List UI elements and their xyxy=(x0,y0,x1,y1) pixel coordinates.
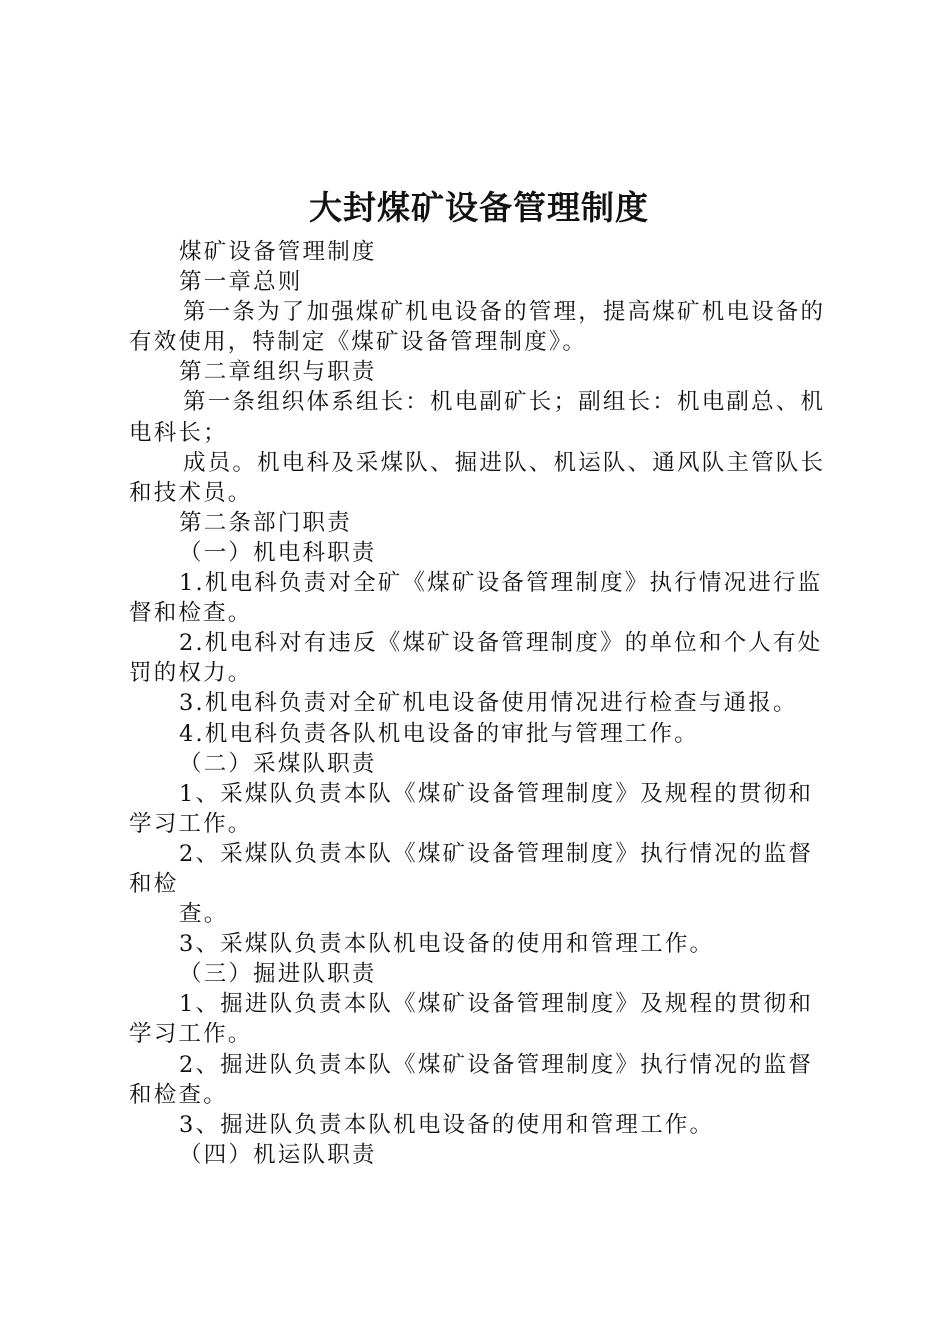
paragraph-subtitle: 煤矿设备管理制度 xyxy=(179,239,377,265)
list-item: 1.机电科负责对全矿《煤矿设备管理制度》执行情况进行监督和检查。 xyxy=(129,570,823,627)
chapter-heading-2: 第二章组织与职责 xyxy=(179,359,377,386)
paragraph-article-1: 第一条为了加强煤矿机电设备的管理，提高煤矿机电设备的有效使用，特制定《煤矿设备管理制度》。 xyxy=(129,299,826,356)
section-heading-1: （一）机电科职责 xyxy=(179,539,377,566)
list-item: 2、掘进队负责本队《煤矿设备管理制度》执行情况的监督和检查。 xyxy=(129,1051,814,1108)
list-item: 4.机电科负责各队机电设备的审批与管理工作。 xyxy=(179,720,699,747)
chapter-heading-1: 第一章总则 xyxy=(179,269,303,296)
paragraph-organization: 第一条组织体系组长：机电副矿长；副组长：机电副总、机电科长； xyxy=(129,389,826,446)
list-item: 2、采煤队负责本队《煤矿设备管理制度》执行情况的监督和检 xyxy=(129,840,814,897)
list-item: 3.机电科负责对全矿机电设备使用情况进行检查与通报。 xyxy=(179,690,798,717)
list-item: 2.机电科对有违反《煤矿设备管理制度》的单位和个人有处罚的权力。 xyxy=(129,630,823,687)
list-item-continuation: 查。 xyxy=(179,901,229,928)
paragraph-members: 成员。机电科及采煤队、掘进队、机运队、通风队主管队长和技术员。 xyxy=(129,449,826,506)
document-title: 大封煤矿设备管理制度 xyxy=(309,188,649,227)
list-item: 1、掘进队负责本队《煤矿设备管理制度》及规程的贯彻和学习工作。 xyxy=(129,991,814,1048)
list-item: 3、掘进队负责本队机电设备的使用和管理工作。 xyxy=(179,1111,715,1138)
section-heading-2: （二）采煤队职责 xyxy=(179,750,377,777)
list-item: 1、采煤队负责本队《煤矿设备管理制度》及规程的贯彻和学习工作。 xyxy=(129,780,814,837)
paragraph-article-2: 第二条部门职责 xyxy=(179,509,352,536)
list-item: 3、采煤队负责本队机电设备的使用和管理工作。 xyxy=(179,931,715,958)
section-heading-4: （四）机运队职责 xyxy=(179,1141,377,1168)
document-body xyxy=(129,237,831,1170)
section-heading-3: （三）掘进队职责 xyxy=(179,961,377,988)
